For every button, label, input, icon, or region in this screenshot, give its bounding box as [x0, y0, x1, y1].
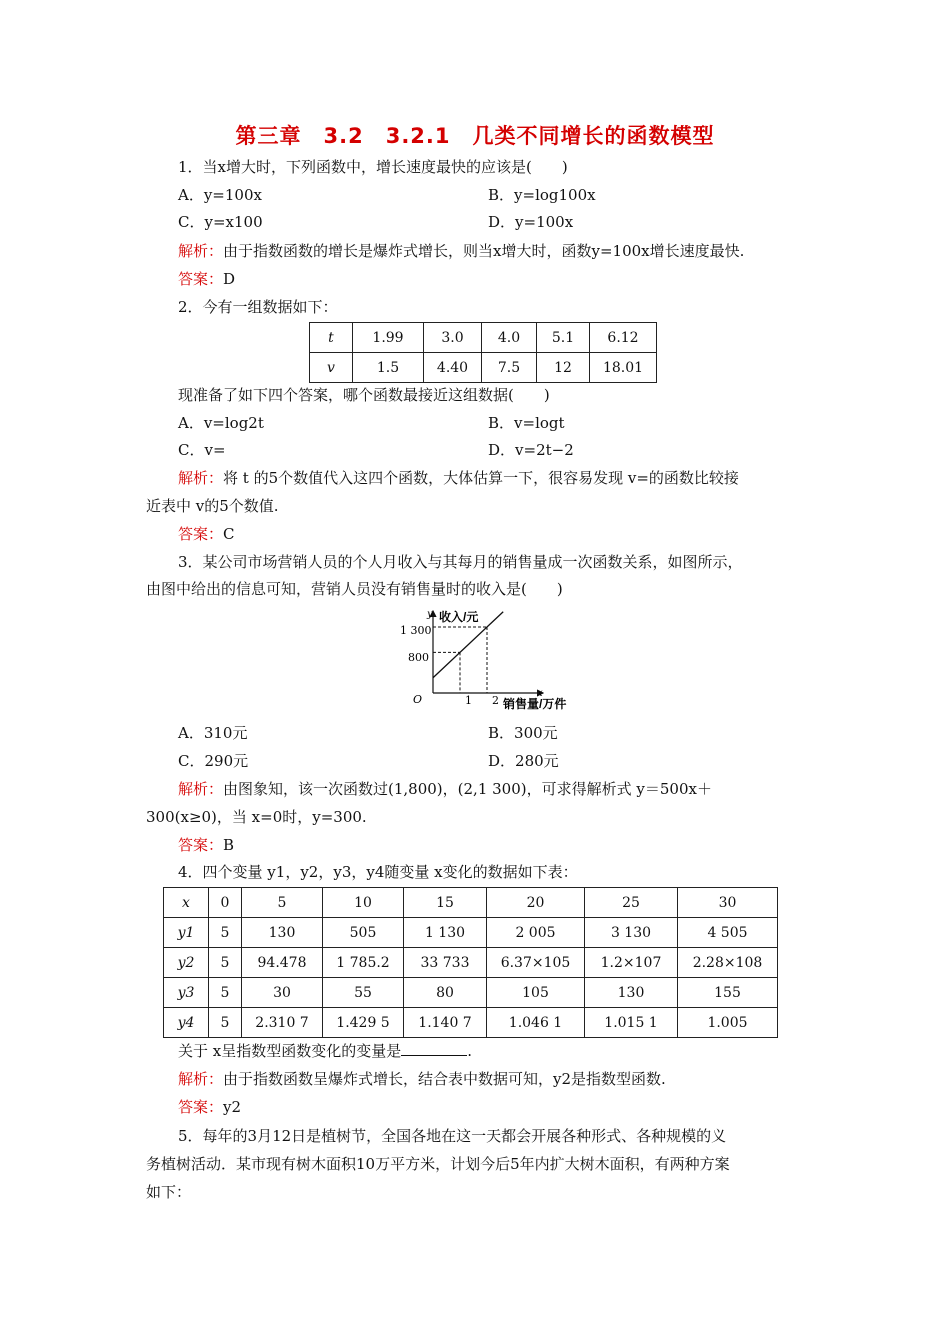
- x-axis-title: 销售量/万件: [503, 697, 567, 711]
- q2-option-a: A．v=log2t: [178, 414, 264, 432]
- table-cell: 2.28×108: [678, 948, 778, 978]
- table-cell: y1: [164, 918, 209, 948]
- table-cell: 2.310 7: [242, 1008, 323, 1038]
- q4-ask: 关于 x呈指数型函数变化的变量是: [178, 1042, 402, 1060]
- table-cell: 130: [585, 978, 678, 1008]
- q2-analysis-line1: 将 t 的5个数值代入这四个函数，大体估算一下，很容易发现 v=的函数比较接: [223, 469, 739, 487]
- q1-option-c: C．y=x100: [178, 213, 263, 231]
- table-cell: 3.0: [424, 323, 482, 353]
- table-cell: 1.046 1: [487, 1008, 585, 1038]
- table-cell: 33 733: [404, 948, 487, 978]
- table-cell: x: [164, 888, 209, 918]
- q3-analysis-line2: 300(x≥0)，当 x=0时，y=300.: [146, 808, 367, 826]
- table-row: [310, 353, 657, 383]
- table-cell: 20: [487, 888, 585, 918]
- table-cell: 30: [678, 888, 778, 918]
- q1-analysis: 由于指数函数的增长是爆炸式增长，则当x增大时，函数y=100x增长速度最快.: [223, 242, 745, 260]
- q2-option-b: B．v=logt: [488, 414, 565, 432]
- table-cell: 4 505: [678, 918, 778, 948]
- table-cell: 5: [209, 1008, 242, 1038]
- table-cell: 10: [323, 888, 404, 918]
- table-cell: y4: [164, 1008, 209, 1038]
- table-cell: 30: [242, 978, 323, 1008]
- table-cell: 1.2×107: [585, 948, 678, 978]
- income-sales-chart: [400, 605, 590, 715]
- q2-option-d: D．v=2t−2: [488, 441, 574, 459]
- table-cell: y3: [164, 978, 209, 1008]
- x-tick-2: 2: [492, 694, 499, 707]
- answer-label: 答案：: [178, 836, 224, 854]
- table-cell: 5: [242, 888, 323, 918]
- table-cell: 12: [537, 353, 590, 383]
- table-cell: 1.015 1: [585, 1008, 678, 1038]
- q2-stem: 2．今有一组数据如下：: [178, 298, 338, 316]
- y-tick-800: 800: [408, 651, 429, 664]
- y-axis-title: 收入/元: [439, 610, 479, 624]
- table-row: [164, 918, 778, 948]
- answer-label: 答案：: [178, 525, 224, 543]
- table-cell: 2 005: [487, 918, 585, 948]
- table-row: [310, 323, 657, 353]
- table-cell: 4.40: [424, 353, 482, 383]
- table-cell: 18.01: [590, 353, 657, 383]
- analysis-label: 解析：: [178, 1070, 224, 1088]
- analysis-label: 解析：: [178, 242, 224, 260]
- table-cell: 1 785.2: [323, 948, 404, 978]
- q1-option-b: B．y=log100x: [488, 186, 596, 204]
- table-cell: 1 130: [404, 918, 487, 948]
- q4-answer: y2: [223, 1098, 242, 1116]
- table-cell: 80: [404, 978, 487, 1008]
- q4-ask-end: .: [467, 1042, 473, 1060]
- table-cell: 1.5: [353, 353, 424, 383]
- table-cell: 130: [242, 918, 323, 948]
- table-row: [164, 888, 778, 918]
- x-tick-1: 1: [465, 694, 472, 707]
- y-axis-letter: y: [427, 609, 433, 620]
- table-cell: 4.0: [482, 323, 537, 353]
- table-cell: 1.140 7: [404, 1008, 487, 1038]
- y-tick-1300: 1 300: [400, 624, 432, 637]
- q4-data-table: [163, 887, 778, 1038]
- q3-option-c: C．290元: [178, 752, 249, 770]
- q2-ask: 现准备了如下四个答案，哪个函数最接近这组数据( ): [178, 386, 550, 404]
- table-row: [164, 948, 778, 978]
- table-cell: 15: [404, 888, 487, 918]
- table-cell: 5: [209, 978, 242, 1008]
- q1-stem: 1．当x增大时，下列函数中，增长速度最快的应该是( ): [178, 158, 568, 176]
- q3-stem-line1: 3．某公司市场营销人员的个人月收入与其每月的销售量成一次函数关系，如图所示，: [178, 553, 743, 571]
- q5-line2: 务植树活动．某市现有树木面积10万平方米，计划今后5年内扩大树木面积，有两种方案: [146, 1155, 730, 1173]
- table-cell: 5: [209, 918, 242, 948]
- x-axis-letter: x: [537, 688, 543, 699]
- table-cell: 5: [209, 948, 242, 978]
- table-cell: 25: [585, 888, 678, 918]
- q3-option-b: B．300元: [488, 724, 558, 742]
- table-row: [164, 1008, 778, 1038]
- table-cell: 7.5: [482, 353, 537, 383]
- table-cell: 5.1: [537, 323, 590, 353]
- q3-answer: B: [223, 836, 235, 854]
- q2-option-c: C．v=: [178, 441, 226, 459]
- q3-stem-line2: 由图中给出的信息可知，营销人员没有销售量时的收入是( ): [146, 580, 563, 598]
- analysis-label: 解析：: [178, 469, 224, 487]
- table-cell: 1.429 5: [323, 1008, 404, 1038]
- table-cell: 1.99: [353, 323, 424, 353]
- table-cell: 55: [323, 978, 404, 1008]
- table-cell: 105: [487, 978, 585, 1008]
- table-cell: t: [310, 323, 353, 353]
- table-cell: 505: [323, 918, 404, 948]
- table-cell: v: [310, 353, 353, 383]
- table-cell: 94.478: [242, 948, 323, 978]
- q5-line3: 如下：: [146, 1183, 192, 1201]
- q1-option-d: D．y=100x: [488, 213, 574, 231]
- q1-answer: D: [223, 270, 236, 288]
- table-cell: y2: [164, 948, 209, 978]
- table-cell: 6.37×105: [487, 948, 585, 978]
- q2-analysis-line2: 近表中 v的5个数值.: [146, 497, 279, 515]
- answer-blank: [401, 1041, 467, 1056]
- q3-option-d: D．280元: [488, 752, 559, 770]
- q3-analysis-line1: 由图象知，该一次函数过(1,800)，(2,1 300)，可求得解析式 y＝500x＋: [223, 780, 712, 798]
- q1-option-a: A．y=100x: [178, 186, 262, 204]
- answer-label: 答案：: [178, 1098, 224, 1116]
- q3-option-a: A．310元: [178, 724, 248, 742]
- origin-label: O: [413, 693, 423, 706]
- q4-stem: 4．四个变量 y1，y2，y3，y4随变量 x变化的数据如下表：: [178, 863, 578, 881]
- table-row: [164, 978, 778, 1008]
- table-cell: 0: [209, 888, 242, 918]
- page-title: 第三章 3.2 3.2.1 几类不同增长的函数模型: [235, 124, 715, 148]
- table-cell: 3 130: [585, 918, 678, 948]
- q4-analysis: 由于指数函数呈爆炸式增长，结合表中数据可知，y2是指数型函数.: [223, 1070, 666, 1088]
- analysis-label: 解析：: [178, 780, 224, 798]
- answer-label: 答案：: [178, 270, 224, 288]
- q5-line1: 5．每年的3月12日是植树节，全国各地在这一天都会开展各种形式、各种规模的义: [178, 1127, 727, 1145]
- table-cell: 155: [678, 978, 778, 1008]
- q2-data-table: [309, 322, 657, 383]
- q2-answer: C: [223, 525, 235, 543]
- table-cell: 1.005: [678, 1008, 778, 1038]
- table-cell: 6.12: [590, 323, 657, 353]
